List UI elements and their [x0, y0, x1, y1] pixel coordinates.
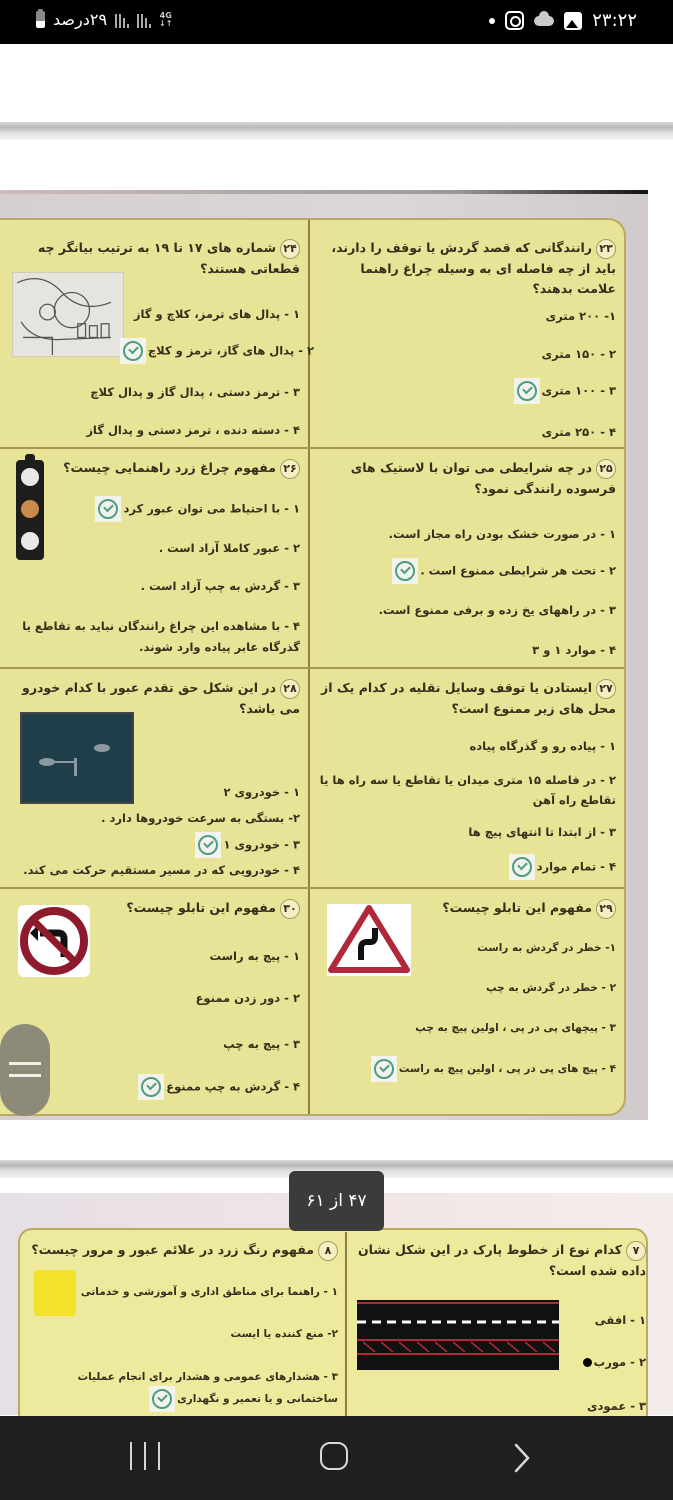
question-title: ۷کدام نوع از خطوط پارک در این شکل نشان داده شده است؟	[357, 1242, 646, 1278]
option[interactable]: ۲ - ۱۵۰ متری	[541, 347, 616, 361]
option[interactable]: ۳ - گردش به چپ آزاد است .	[140, 579, 300, 593]
battery-icon	[36, 11, 45, 28]
signal-icon-2	[137, 12, 151, 28]
option[interactable]: ۳ - پیچ به چپ	[223, 1037, 300, 1051]
battery-percent: ۲۹درصد	[53, 10, 108, 29]
option-correct[interactable]: ۴ - پیچ های پی در پی ، اولین پیچ به راست	[371, 1056, 616, 1082]
option[interactable]: ۲ - خطر در گردش به چپ	[486, 982, 616, 994]
chevron-right-icon	[512, 1442, 532, 1474]
check-icon	[509, 854, 535, 880]
question-title: ۲۵در چه شرایطی می توان با لاستیک های فرسوده رانندگی نمود؟	[350, 460, 616, 496]
check-icon	[371, 1056, 397, 1082]
question-26	[10, 458, 300, 668]
cloud-icon	[534, 16, 554, 26]
option[interactable]: ۴ - خودرویی که در مسیر مستقیم حرکت می کند.	[23, 863, 300, 877]
option[interactable]: ۱- خطر در گردش به راست	[477, 942, 616, 954]
option[interactable]: ۲ - عبور کاملا آزاد است .	[158, 541, 300, 555]
status-bar	[0, 0, 673, 44]
option[interactable]: ۴ - موارد ۱ و ۳	[532, 643, 616, 657]
question-29	[318, 898, 616, 1108]
question-24	[10, 238, 314, 448]
option[interactable]: ۳ - عمودی	[586, 1399, 646, 1413]
navigation-bar	[0, 1416, 673, 1500]
check-icon	[195, 832, 221, 858]
option-correct[interactable]: ۲ - پدال های گاز، ترمز و کلاچ	[120, 338, 314, 364]
clock: ۲۳:۲۲	[592, 10, 637, 31]
option[interactable]: ۳ - پیچهای پی در پی ، اولین پیچ به چپ	[415, 1022, 616, 1034]
status-left	[36, 10, 172, 29]
question-27	[318, 678, 616, 888]
option-selected[interactable]: ۲ - مورب	[583, 1354, 646, 1370]
option-correct[interactable]: ۳ - هشدارهای عمومی و هشدار برای انجام عملیات ساختمانی و یا تعمیر و نگهداری	[26, 1368, 338, 1412]
question-25	[318, 458, 616, 668]
question-title: ۸مفهوم رنگ زرد در علائم عبور و مرور چیست؟	[26, 1240, 338, 1261]
signal-icon	[115, 12, 129, 28]
check-icon	[392, 558, 418, 584]
viewer-gap	[0, 1120, 673, 1160]
option[interactable]: ۱ - پیچ به راست	[209, 949, 300, 963]
page-separator	[0, 122, 673, 140]
option[interactable]: ۲- منع کننده یا ایست	[230, 1328, 338, 1340]
question-title: ۲۷ایستادن یا توقف وسایل نقلیه در کدام یک از محل های زیر ممنوع است؟	[321, 680, 616, 716]
selected-dot-icon	[583, 1358, 592, 1367]
recents-button[interactable]	[130, 1442, 160, 1474]
option[interactable]: ۱- ۲۰۰ متری	[545, 309, 616, 323]
question-title: ۲۳رانندگانی که قصد گردش یا توقف را دارند، باید از چه فاصله ای به وسیله چراغ راهنما علامت بدهند؟	[331, 240, 616, 296]
option[interactable]: ۲- بستگی به سرعت خودروها دارد .	[101, 811, 300, 825]
question-title: ۲۸در این شکل حق تقدم عبور با کدام خودرو می باشد؟	[22, 680, 300, 716]
viewer-blank-area	[0, 44, 673, 122]
option[interactable]: ۱ - پیاده رو و گذرگاه پیاده	[469, 739, 616, 753]
question-title: ۲۴شماره های ۱۷ تا ۱۹ به ترتیب بیانگر چه قطعاتی هستند؟	[37, 240, 300, 276]
option[interactable]: ۱ - خودروی ۲	[223, 785, 300, 799]
home-button[interactable]	[320, 1442, 348, 1470]
back-button[interactable]	[512, 1442, 532, 1474]
data-arrows-icon: ↓↑	[159, 18, 173, 28]
option[interactable]: ۱ - افقی	[594, 1313, 646, 1327]
option[interactable]: ۳ - در راههای یخ زده و برفی ممنوع است.	[378, 603, 616, 617]
option[interactable]: ۱ - پدال های ترمز، کلاچ و گاز	[133, 307, 300, 321]
option[interactable]: ۴ - ۲۵۰ متری	[541, 425, 616, 439]
option-correct[interactable]: ۲ - تحت هر شرایطی ممنوع است .	[392, 558, 616, 584]
question-30	[10, 898, 300, 1108]
option-correct[interactable]: ۴ - تمام موارد	[509, 854, 616, 880]
check-icon	[138, 1074, 164, 1100]
check-icon	[514, 378, 540, 404]
question-8	[26, 1240, 338, 1416]
check-icon	[95, 496, 121, 522]
question-28	[10, 678, 300, 888]
option-correct[interactable]: ۳ - خودروی ۱	[195, 832, 300, 858]
question-title: ۲۹مفهوم این تابلو چیست؟	[318, 898, 616, 919]
question-title: ۳۰مفهوم این تابلو چیست؟	[10, 898, 300, 919]
check-icon	[149, 1386, 175, 1412]
option-correct[interactable]: ۳ - ۱۰۰ متری	[514, 378, 616, 404]
option[interactable]: ۴ - دسته دنده ، ترمز دستی و پدال گاز	[86, 423, 300, 437]
status-right	[489, 10, 637, 31]
question-23	[318, 238, 616, 448]
page-indicator: ۴۷ از ۶۱	[289, 1171, 384, 1231]
instagram-icon	[505, 11, 524, 30]
option[interactable]: ۲ - در فاصله ۱۵ متری میدان یا تقاطع یا سه راه ها یا تقاطع راه آهن	[319, 773, 616, 807]
column-divider	[345, 1232, 347, 1422]
option-correct[interactable]: ۱ - با احتیاط می توان عبور کرد	[95, 496, 300, 522]
option[interactable]: ۱ - در صورت خشک بودن راه مجاز است.	[388, 527, 616, 541]
question-title: ۲۶مفهوم چراغ زرد راهنمایی چیست؟	[10, 458, 300, 479]
question-7	[356, 1240, 646, 1416]
page-edge	[0, 190, 648, 194]
option[interactable]: ۳ - ترمز دستی ، پدال گاز و پدال کلاچ	[90, 385, 300, 399]
option[interactable]: ۴ - با مشاهده این چراغ رانندگان نباید به تقاطع یا گذرگاه عابر پیاده وارد شوند.	[22, 619, 300, 654]
fast-scroll-handle[interactable]	[0, 1024, 50, 1116]
notification-dot-icon	[489, 18, 495, 24]
check-icon	[120, 338, 146, 364]
option-correct[interactable]: ۴ - گردش به چپ ممنوع	[138, 1074, 300, 1100]
option[interactable]: ۳ - از ابتدا تا انتهای پیچ ها	[468, 825, 616, 839]
network-type: 4G ↓↑	[159, 10, 173, 28]
option[interactable]: ۲ - دور زدن ممنوع	[195, 991, 300, 1005]
gallery-icon	[564, 12, 582, 30]
option[interactable]: ۱ - راهنما برای مناطق اداری و آموزشی و خدماتی	[80, 1286, 338, 1298]
